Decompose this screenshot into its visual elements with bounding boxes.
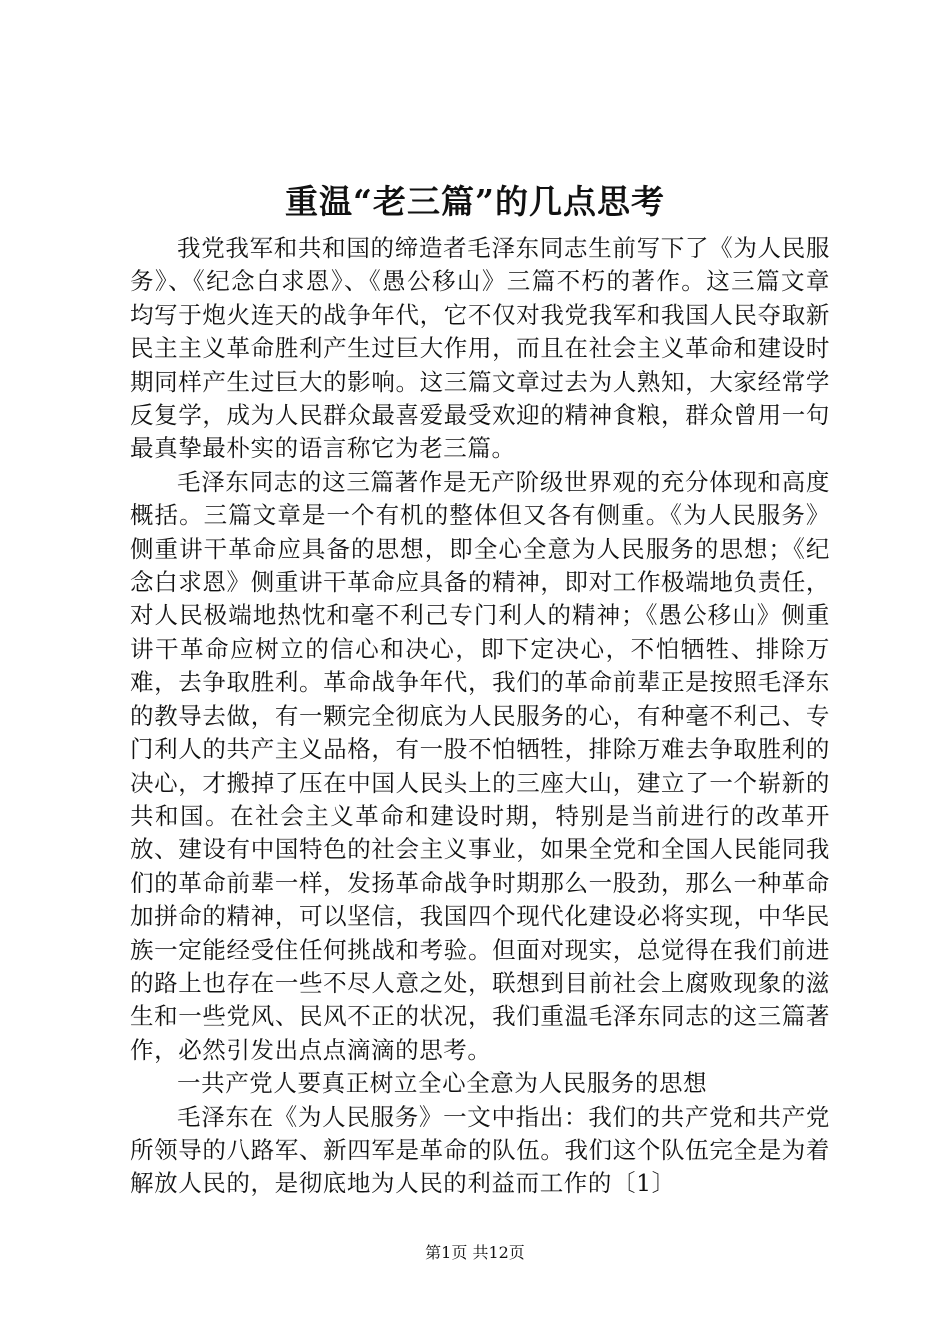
document-title: 重温“老三篇”的几点思考 (285, 182, 665, 221)
paragraph: 我党我军和共和国的缔造者毛泽东同志生前写下了《为人民服务》、《纪念白求恩》、《愚公移山》三篇不朽的著作。这三篇文章均写于炮火连天的战争年代，它不仅对我党我军和我国人民夺取新民主主义革命胜利产生过巨大作用，而且在社会主义革命和建设时期同样产生过巨大的影响。这三篇文章过去为人熟知，大家经常学反复学，成为人民群众最喜爱最受欢迎的精神食粮，群众曾用一句最真挚最朴实的语言称它为老三篇。 (130, 234, 830, 463)
page-footer: 第1页 共12页 (425, 1243, 525, 1262)
document-body (130, 232, 830, 1201)
section-heading: 一共产党人要真正树立全心全意为人民服务的思想 (177, 1069, 708, 1098)
paragraph: 毛泽东同志的这三篇著作是无产阶级世界观的充分体现和高度概括。三篇文章是一个有机的整体但又各有侧重。《为人民服务》侧重讲干革命应具备的思想，即全心全意为人民服务的思想；《纪念白求恩》侧重讲干革命应具备的精神，即对工作极端地负责任，对人民极端地热忱和毫不利己专门利人的精神；《愚公移山》侧重讲干革命应树立的信心和决心，即下定决心，不怕牺牲、排除万难，去争取胜利。革命战争年代，我们的革命前辈正是按照毛泽东的教导去做，有一颗完全彻底为人民服务的心，有种毫不利己、专门利人的共产主义品格，有一股不怕牺牲，排除万难去争取胜利的决心，才搬掉了压在中国人民头上的三座大山，建立了一个崭新的共和国。在社会主义革命和建设时期，特别是当前进行的改革开放、建设有中国特色的社会主义事业，如果全党和全国人民能同我们的革命前辈一样，发扬革命战争时期那么一股劲，那么一种革命加拼命的精神，可以坚信，我国四个现代化建设必将实现，中华民族一定能经受住任何挑战和考验。但面对现实，总觉得在我们前进的路上也存在一些不尽人意之处，联想到目前社会上腐败现象的滋生和一些党风、民风不正的状况，我们重温毛泽东同志的这三篇著作，必然引发出点点滴滴的思考。 (130, 467, 830, 1064)
paragraph: 毛泽东在《为人民服务》一文中指出：我们的共产党和共产党所领导的八路军、新四军是革命的队伍。我们这个队伍完全是为着解放人民的，是彻底地为人民的利益而工作的〔1〕 (130, 1102, 830, 1198)
